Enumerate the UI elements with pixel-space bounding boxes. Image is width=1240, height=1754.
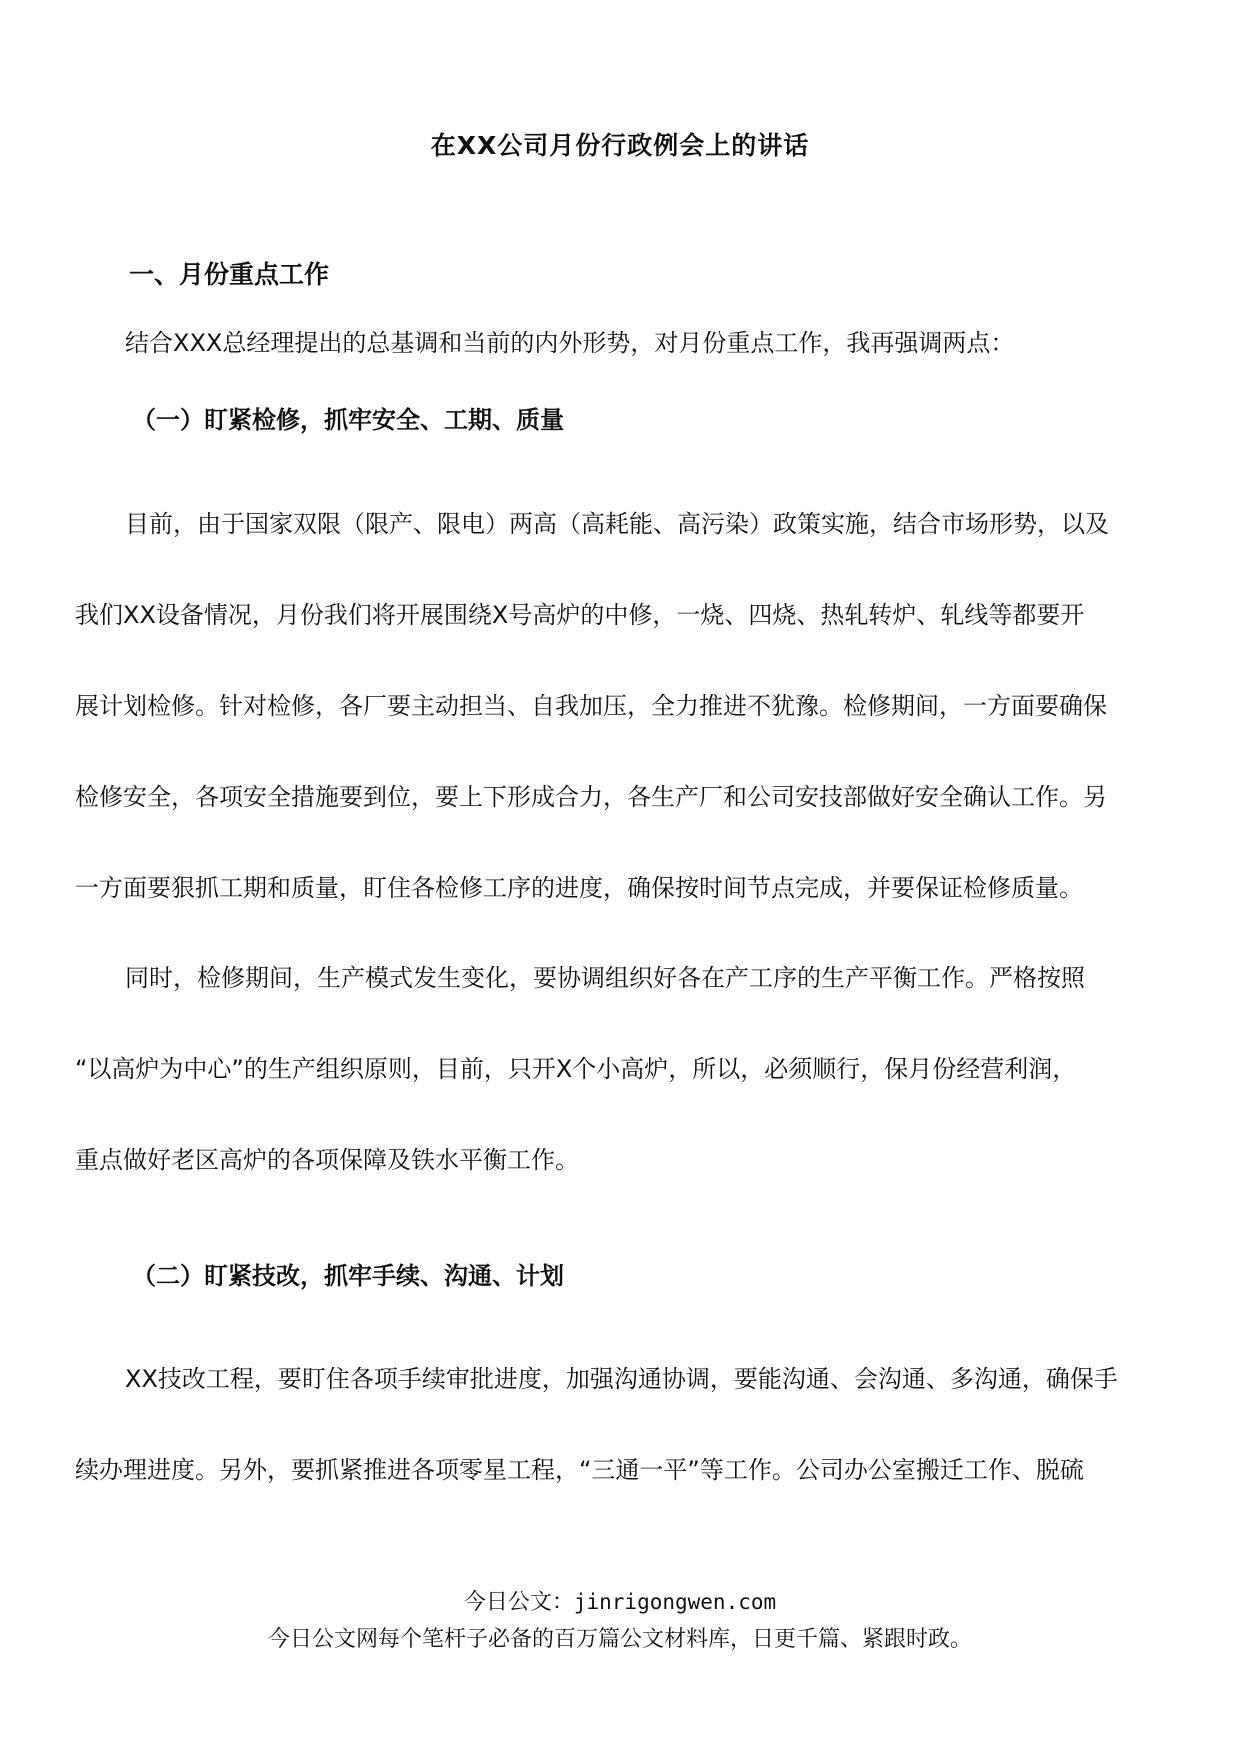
- paragraph-line: 同时，检修期间，生产模式发生变化，要协调组织好各在产工序的生产平衡工作。严格按照: [125, 964, 1085, 992]
- document-title: 在XX公司月份行政例会上的讲话: [430, 131, 810, 160]
- paragraph-line: 目前，由于国家双限（限产、限电）两高（高耗能、高污染）政策实施，结合市场形势，以及: [125, 510, 1109, 538]
- subsection-1-paragraph-2: [75, 933, 1165, 1206]
- intro-paragraph: [75, 298, 1165, 389]
- subsection-heading-2: （二）盯紧技改，抓牢手续、沟通、计划: [132, 1262, 564, 1290]
- footer-url-link[interactable]: jinrigongwen.com: [573, 1590, 777, 1614]
- paragraph-line: 重点做好老区高炉的各项保障及铁水平衡工作。: [75, 1146, 579, 1174]
- subsection-1-paragraph-1: [75, 479, 1165, 934]
- footer-source: [0, 1585, 1240, 1616]
- paragraph-line: 我们XX设备情况，月份我们将开展围绕X号高炉的中修，一烧、四烧、热轧转炉、轧线等都要开: [75, 601, 1085, 629]
- paragraph-line: 续办理进度。另外，要抓紧推进各项零星工程，“三通一平”等工作。公司办公室搬迁工作、脱硫: [75, 1456, 1084, 1484]
- paragraph-line: 展计划检修。针对检修，各厂要主动担当、自我加压，全力推进不犹豫。检修期间，一方面要确保: [75, 692, 1107, 720]
- paragraph-line: 一方面要狠抓工期和质量，盯住各检修工序的进度，确保按时间节点完成，并要保证检修质量。: [75, 874, 1083, 902]
- footer-slogan: 今日公文网每个笔杆子必备的百万篇公文材料库，日更千篇、紧跟时政。: [267, 1627, 972, 1652]
- paragraph-line: 结合XXX总经理提出的总基调和当前的内外形势，对月份重点工作，我再强调两点：: [125, 329, 1015, 357]
- subsection-2-paragraph-1: [75, 1334, 1165, 1516]
- footer-label: 今日公文：: [463, 1590, 574, 1615]
- paragraph-line: XX技改工程，要盯住各项手续审批进度，加强沟通协调，要能沟通、会沟通、多沟通，确保手: [125, 1365, 1118, 1393]
- section-heading-1: 一、月份重点工作: [129, 260, 330, 289]
- subsection-heading-1: （一）盯紧检修，抓牢安全、工期、质量: [132, 406, 564, 434]
- paragraph-line: 检修安全，各项安全措施要到位，要上下形成合力，各生产厂和公司安技部做好安全确认工作。另: [75, 783, 1107, 811]
- paragraph-line: “以高炉为中心”的生产组织原则，目前，只开X个小高炉，所以，必须顺行，保月份经营利润，: [75, 1055, 1077, 1083]
